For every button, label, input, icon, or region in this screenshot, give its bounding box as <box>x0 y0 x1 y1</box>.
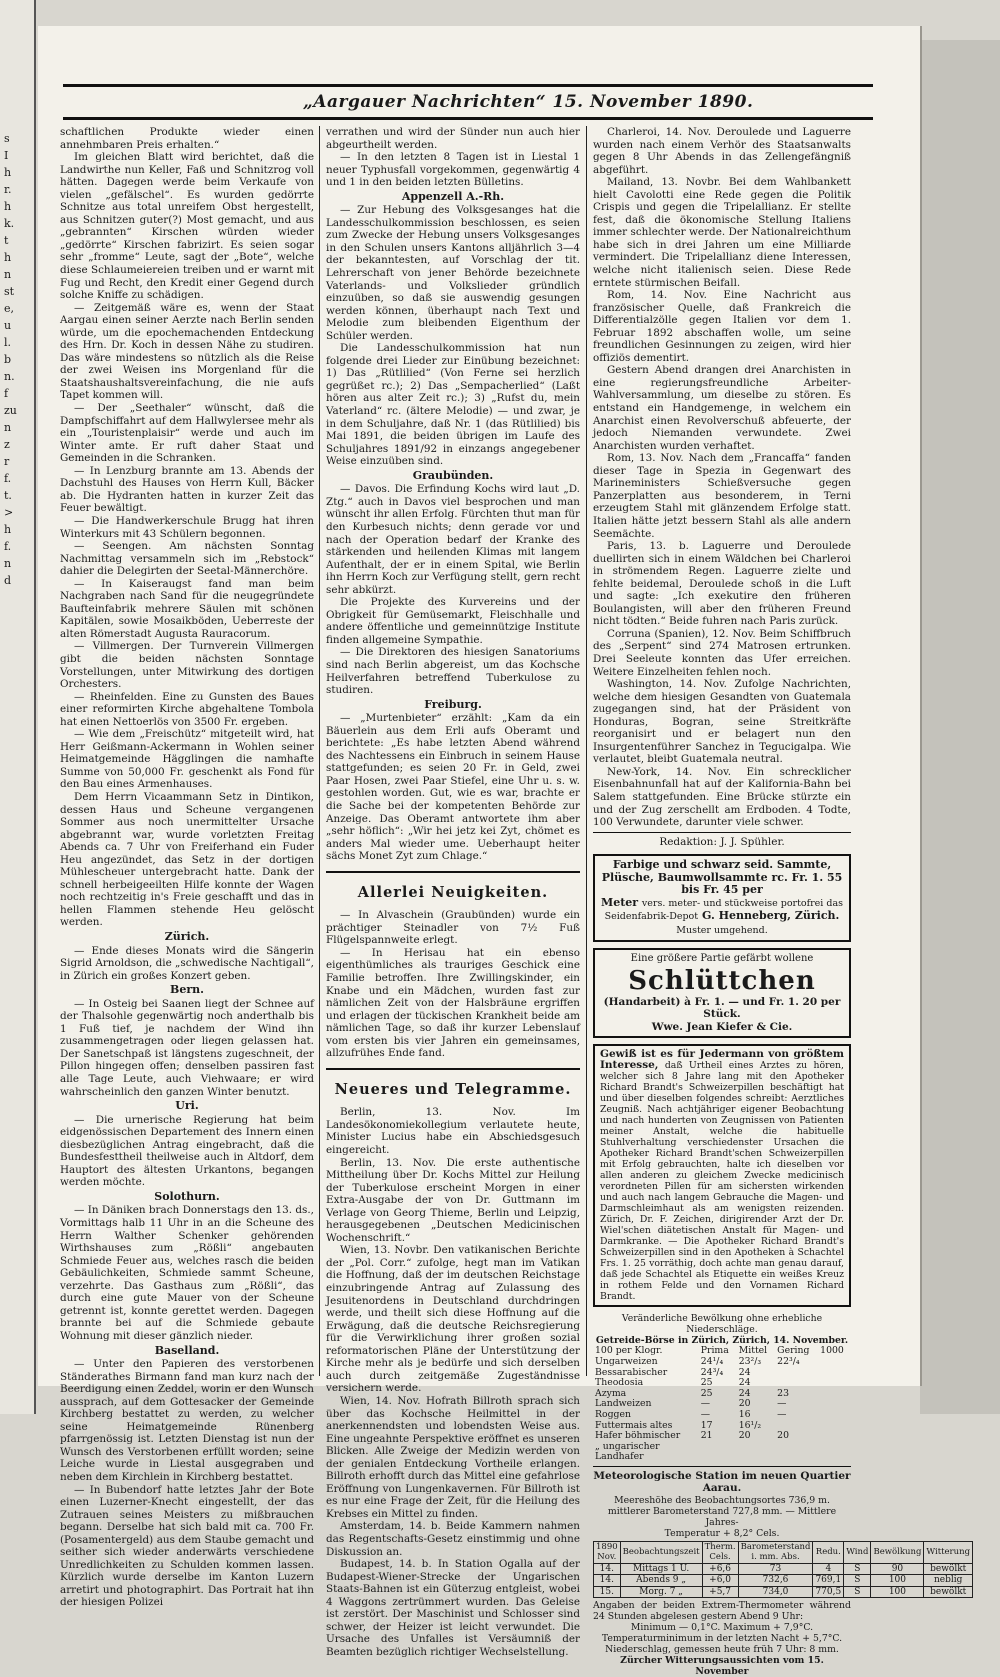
newspaper-page <box>38 26 971 1677</box>
table-cell: 734,0 <box>738 1586 813 1598</box>
table-header-cell: Wind <box>844 1541 871 1563</box>
article-paragraph: — Ende dieses Monats wird die Sängerin Sigrid Arnoldson, die „schwedische Nachtigall“, in Zürich ein großes Konzert geben. <box>60 944 314 982</box>
article-paragraph: Die Projekte des Kurvereins und der Obrigkeit für Gemüsemarkt, Fleischhalle und andere öffentliche und gemeinnützige Institute finden allgemeine Sympathie. <box>326 596 580 646</box>
table-cell: 73 <box>738 1563 813 1575</box>
article-paragraph: verrathen und wird der Sünder nun auch hier abgeurtheilt werden. <box>326 126 580 151</box>
table-cell: 22³/₄ <box>777 1355 800 1367</box>
table-cell: Futtermais altes <box>595 1419 673 1431</box>
article-paragraph: — Der „Seethaler“ wünscht, daß die Dampfschiffahrt auf dem Hallwylersee mehr als ein „Touristenplaisir“ werde und auch im Winter amte. Er ruft daher Staat und Gemeinden in die Schranken. <box>60 402 314 465</box>
table-cell: 14. <box>594 1563 621 1575</box>
table-cell: 24 <box>738 1377 751 1389</box>
region-heading: Solothurn. <box>154 1189 220 1203</box>
table-cell: — <box>777 1398 787 1410</box>
table-cell: Azyma <box>595 1387 627 1399</box>
ad-body: daß Urtheil eines Arztes zu hören, welcher sich 8 Jahre lang mit den Apotheker Richard Brandt's Schweizerpillen beschäftigt hat und über dieselben folgendes schreibt: Aerztliches Zeugniß. Nach achtjähriger eigener Beobachtung und nach hunderten von Zeugnissen von Patienten meiner Anstalt, welche die habituelle Stuhlverhaltung verschiedenster Ursachen die Apotheker Richard Brandt'schen Schweizerpillen mit Erfolg gebrauchten, halte ich dieselben vor allen anderen zu gleichem Zwecke medicinisch verordneten Pillen für am sichersten wirkenden und auch nach langem Gebrauche die Magen- und Darmschleimhaut als am wenigsten reizenden. Zürich, Dr. F. Zeichen, dirigirender Arzt der Dr. Wiel'schen diätetischen Anstalt für Magen- und Darmkranke. — Die Apotheker Richard Brandt's Schweizerpillen sind in den Apotheken à Schachtel Frs. 1. 25 vorräthig, doch achte man genau darauf, daß jede Schachtel als Etiquette ein weißes Kreuz in rothem Felde und den Vornamen Richard Brandt. <box>600 1060 844 1303</box>
region-heading: Graubünden. <box>412 468 494 482</box>
table-cell: 20 <box>738 1430 751 1442</box>
article-paragraph: Mailand, 13. Novbr. Bei dem Wahlbankett hielt Cavolotti eine Rede gegen die Politik Crispis und gegen die Tripelallianz. Er stellte fest, daß die ökonomische Stellung Italiens immer schlechter werde. Der Nationalreichthum habe sich in drei Jahren um eine Milliarde vermindert. Die Tripelallianz diene Interessen, welche nicht italienisch seien. Diese Rede erntete stürmischen Beifall. <box>593 176 851 289</box>
article-paragraph: Corruna (Spanien), 12. Nov. Beim Schiffbruch des „Serpent“ sind 274 Matrosen ertrunken. Drei Seeleute konnten das Ufer erreichen. Weitere Einzelheiten fehlen noch. <box>593 627 851 678</box>
article-paragraph: — In Herisau hat ein ebenso eigenthümliches als trauriges Geschick eine Familie betroffen. Ihre Zwillingskinder, ein Knabe und ein Mädchen, wurden fast zur nämlichen Zeit von der Halsbräune ergriffen und erlagen der tückischen Krankheit beide am nämlichen Tage, so daß ihr kurzer Lebenslauf vom ersten bis vier Jahren ein gemeinsames, allzufrühes Ende fand. <box>326 946 580 1060</box>
table-cell: — <box>700 1398 711 1410</box>
region-heading: Baselland. <box>154 1343 220 1357</box>
masthead-title: „Aargauer Nachrichten“ 15. November 1890. <box>303 92 754 112</box>
table-header-cell: Witterung <box>924 1541 973 1563</box>
article-paragraph: Charleroi, 14. Nov. Deroulede und Laguerre wurden nach einem Verhör des Staatsanwalts gegen 8 Uhr Abends in das Zellengefängniß abgeführt. <box>593 126 851 176</box>
table-cell: 100 <box>871 1575 924 1587</box>
article-paragraph: — In Lenzburg brannte am 13. Abends der Dachstuhl des Hauses von Herrn Kull, Bäcker ab. Die Hydranten hatten in kurzer Zeit das Feuer bewältigt. <box>60 464 314 515</box>
editor-credit: Redaktion: J. J. Spühler. <box>659 835 785 848</box>
ad-line: Meter <box>601 895 639 909</box>
section-divider <box>326 1068 580 1070</box>
table-cell: Morg. 7 „ <box>620 1586 702 1598</box>
table-header-cell: 1890 Nov. <box>594 1541 621 1563</box>
column-3-articles <box>593 126 851 829</box>
article-paragraph: New-York, 14. Nov. Ein schrecklicher Eisenbahnunfall hat auf der Kalifornia-Bahn bei Salem stattgefunden. Eine Brücke stürzte ein und der Zug zerschellt am Erdboden. 4 Todte, 100 Verwundete, darunter viele schwer. <box>593 765 851 829</box>
table-cell: S <box>844 1586 871 1598</box>
table-cell <box>818 1452 851 1463</box>
ad-firm: G. Henneberg, Zürich. <box>701 909 840 923</box>
table-cell <box>737 1452 775 1463</box>
article-paragraph: — In Kaiseraugst fand man beim Nachgraben nach Sand für die neugegründete Baufteinfabrik mehrere Säulen mit schönen Kapitälen, sowie Mosaikböden, Ueberreste der alten Römerstadt Augusta Rauracorum. <box>60 577 314 640</box>
ad-line: vers. meter- und stückweise portofrei das Seidenfabrik-Depot <box>604 897 843 923</box>
table-cell: 24¹/₄ <box>700 1355 724 1367</box>
table-cell: 16 <box>738 1408 751 1420</box>
table-cell: Landweizen <box>595 1398 652 1410</box>
article-paragraph: Wien, 14. Nov. Hofrath Billroth sprach sich über das Kochsche Heilmittel in der anerkennendsten und lobendsten Weise aus. Eine ungeahnte Perspektive eröffnet es unseren Blicken. Alle Zweige der Medizin werden von der genialen Entdeckung Vortheile erlangen. Billroth erhofft durch das Mittel eine gefahrlose Eröffnung von Lungenkavernen. Für Billroth ist es nur eine Frage der Zeit, für die Heilung des Krebses ein Mittel zu finden. <box>326 1394 580 1520</box>
section-heading: Neueres und Telegramme. <box>334 1080 572 1098</box>
article-paragraph: — Die Direktoren des hiesigen Sanatoriums sind nach Berlin abgereist, um das Kochsche Heilverfahren betreffend Tuberkulose zu studiren. <box>326 646 580 697</box>
table-cell: 732,6 <box>738 1575 813 1587</box>
table-cell <box>818 1368 851 1379</box>
table-row <box>593 1357 851 1368</box>
ad-line: Farbige und schwarz seid. Sammte, Plüsche, Baumwollsammte rc. Fr. 1. 55 bis Fr. 45 per <box>601 858 843 897</box>
table-cell <box>737 1442 775 1453</box>
region-heading: Zürich. <box>164 930 210 943</box>
article-paragraph: Gestern Abend drangen drei Anarchisten in eine regierungsfreundliche Arbeiter-Wahlversammlung, um dieselbe zu stören. Es entstand ein Handgemenge, in welchem ein Anarchist einen Revolverschuß abfeuerte, der jedoch Niemanden verwundete. Zwei Anarchisten wurden verhaftet. <box>593 364 851 452</box>
article-paragraph: — Die Handwerkerschule Brugg hat ihren Winterkurs mit 43 Schülern begonnen. <box>60 514 314 540</box>
table-header-cell: Therm. Cels. <box>702 1541 738 1563</box>
table-cell: 25 <box>700 1377 713 1389</box>
table-cell: 4 <box>813 1563 844 1575</box>
article-paragraph: — In Osteig bei Saanen liegt der Schnee auf der Thalsohle gegenwärtig noch anderthalb bis 1 Fuß tief, je nachdem der Wind ihn zusammengetragen oder liegen gelassen hat. Der Sanetschpaß ist längstens zugeschneit, der Pillon hingegen offen; denselben passiren fast alle Tage Leute, auch Viehwaare; er wird wahrscheinlich den ganzen Winter benutzt. <box>60 997 314 1098</box>
article-paragraph: schaftlichen Produkte wieder einen annehmbaren Preis erhalten.“ <box>60 126 314 151</box>
ad-headline: Gewiß ist es für Jedermann von größtem Interesse, <box>600 1048 844 1072</box>
column-rule <box>586 126 587 1376</box>
meteo-temp: Temperaturminimum in der letzten Nacht + 5,7°C. <box>601 1633 843 1645</box>
page-header <box>63 84 873 120</box>
table-header-cell: Barometerstand i. mm. Abs. <box>738 1541 813 1563</box>
adjacent-page-edge <box>0 0 36 1414</box>
table-cell: 24³/₄ <box>700 1366 724 1378</box>
table-row <box>593 1399 851 1410</box>
article-paragraph: — Wie dem „Freischütz“ mitgeteilt wird, hat Herr Geißmann-Ackermann in Wohlen seiner Heimatgemeinde Hägglingen die namhafte Summe von 50,000 Fr. geschenkt als Fond für den Bau eines Armenhauses. <box>60 728 314 791</box>
table-cell: S <box>844 1575 871 1587</box>
article-paragraph: Wien, 13. Novbr. Den vatikanischen Berichte der „Pol. Corr.“ zufolge, hegt man im Vatikan die Hoffnung, daß der im deutschen Reichstage einzubringende Antrag auf Zulassung des Jesuitenordens in Deutschland durchdringen werde, und theilt sich diese Hoffnung auf die Erwägung, daß die deutsche Reichsregierung für die Verwirklichung ihrer großen sozial reformatorischen Pläne der Unterstützung der Kirche mehr als je bedürfe und sich derselben auch durch zeitgemäße Zugeständnisse versichern werde. <box>326 1244 580 1395</box>
table-cell: — <box>777 1408 787 1420</box>
table-cell: 770,5 <box>813 1586 844 1598</box>
region-heading: Bern. <box>170 983 204 997</box>
column-1 <box>60 126 314 1609</box>
table-row <box>593 1410 851 1421</box>
table-header-cell: Gering <box>777 1345 810 1357</box>
article-paragraph: Rom, 13. Nov. Nach dem „Francaffa“ fanden dieser Tage in Spezia in Gegenwart des Marineministers Schießversuche gegen Panzerplatten aus besonderem, in Terni erzeugtem Stahl mit glänzendem Erfolge statt. Italien hätte jetzt bessern Stahl als alle andern Seemächte. <box>593 452 851 540</box>
article-paragraph: Berlin, 13. Nov. Die erste authentische Mittheilung über Dr. Kochs Mittel zur Heilung der Tuberkulose erscheint Morgen in einer Extra-Ausgabe der von Dr. Guttmann im Verlage von Georg Thieme, Berlin und Leipzig, herausgegebenen „Deutschen Medicinischen Wochenschrift.“ <box>326 1156 580 1244</box>
article-paragraph: Washington, 14. Nov. Zufolge Nachrichten, welche dem hiesigen Gesandten von Guatemala zugegangen sind, hat der Präsident von Honduras, Bogran, seine Streitkräfte reorganisirt und er belagert nun den Insurgentenführer Sanchez in Tegucigalpa. Wie verlautet, bleibt Guatemala neutral. <box>593 678 851 766</box>
table-cell <box>818 1357 851 1368</box>
article-paragraph: — Villmergen. Der Turnverein Villmergen gibt die beiden nächsten Sonntage Vorstellungen, unter Mitwirkung des dortigen Orchesters. <box>60 640 314 691</box>
ad-headline: Schlüttchen <box>628 965 816 996</box>
table-cell: neblig <box>924 1575 973 1587</box>
section-heading: Allerlei Neuigkeiten. <box>357 883 549 901</box>
column-rule <box>319 126 320 1376</box>
table-cell: bewölkt <box>924 1586 973 1598</box>
table-cell: 24 <box>738 1387 751 1399</box>
meteo-line: mittlerer Barometerstand 727,8 mm. — Mittlere Jahres- <box>607 1505 837 1528</box>
article-paragraph: Amsterdam, 14. b. Beide Kammern nahmen das Regentschafts-Gesetz einstimmig und ohne Diskussion an. <box>326 1520 580 1558</box>
table-row <box>594 1575 973 1587</box>
table-cell: Abends 9 „ <box>620 1575 702 1587</box>
table-cell: +5,7 <box>702 1586 738 1598</box>
table-cell: 23 <box>777 1387 790 1399</box>
article-paragraph: — Zur Hebung des Volksgesanges hat die Landesschulkommission beschlossen, es seien zum Zwecke der Hebung unsers Volksgesanges in den Schulen unsers Kantons alljährlich 3—4 der bekanntesten, auf Vorschlag der tit. Lehrerschaft von jener Behörde bezeichnete Vaterlands- und Volkslieder gründlich einzuüben, so daß sie auswendig gesungen werden können, überhaupt nach Text und Melodie zum bleibenden Eigenthum der Schüler werden. <box>326 204 580 342</box>
table-cell: 90 <box>871 1563 924 1575</box>
table-cell <box>818 1421 851 1432</box>
ad-line: Eine größere Partie gefärbt wollene <box>630 953 814 965</box>
ad-firm: Wwe. Jean Kiefer & Cie. <box>651 1020 793 1033</box>
table-cell: 24 <box>738 1366 751 1378</box>
column-2 <box>326 126 580 1658</box>
table-cell <box>775 1442 818 1453</box>
region-heading: Uri. <box>175 1099 199 1113</box>
ad-line: (Handarbeit) à Fr. 1. — und Fr. 1. 20 per Stück. <box>603 995 841 1021</box>
adjacent-page-fragments: s I h r. h k. t h n st e, u l. b n. f zu n z r f. t. > h f. n d <box>4 132 17 587</box>
meteo-extremes: Angaben der beiden Extrem-Thermometer während 24 Stunden abgelesen gestern Abend 9 Uhr: <box>593 1600 851 1623</box>
table-header-cell: Bewölkung <box>871 1541 924 1563</box>
table-cell: 15. <box>594 1586 621 1598</box>
table-cell: bewölkt <box>924 1563 973 1575</box>
article-paragraph: Berlin, 13. Nov. Im Landesökonomiekollegium verlautete heute, Minister Lucius habe ein Abschiedsgesuch eingereicht. <box>326 1106 580 1157</box>
table-cell: Hafer böhmischer <box>595 1430 681 1442</box>
table-cell <box>818 1378 851 1389</box>
meteo-line: Temperatur + 8,2° Cels. <box>664 1527 780 1539</box>
table-cell: Mittags 1 U. <box>620 1563 702 1575</box>
article-paragraph: Die Landesschulkommission hat nun folgende drei Lieder zur Einübung bezeichnet: 1) Das „Rütlilied“ (Von Ferne sei herzlich gegrüßet rc.); 2) Das „Sempacherlied“ (Laßt hören aus alter Zeit rc.); 3) „Rufst du, mein Vaterland“ rc. (ältere Melodie) — und zwar, je in dem Schuljahre, daß Nr. 1 (das Rütlilied) bis Mai 1891, die beiden übrigen im Laufe des Schuljahres 1891/92 in einzangs angegebener Weise einzuüben sind. <box>326 342 580 468</box>
table-cell <box>818 1431 851 1442</box>
table-cell <box>818 1442 851 1453</box>
grain-price-table <box>593 1346 851 1463</box>
table-cell <box>699 1442 737 1453</box>
table-cell <box>818 1410 851 1421</box>
table-cell: 20 <box>777 1430 790 1442</box>
article-paragraph: — Davos. Die Erfindung Kochs wird laut „D. Ztg.“ auch in Davos viel besprochen und man wünscht ihr allen Erfolg. Fürchten thut man für den Kurbesuch nichts; denn gerade vor und nach der Operation bedarf der Kranke des stärkenden und heilenden Klimas mit langem Aufenthalt, der er in einem Spital, wie Berlin ihn Herrn Koch zur Verfügung stellt, gern recht sehr abkürzt. <box>326 483 580 596</box>
table-cell: Theodosia <box>595 1377 644 1389</box>
table-cell: 21 <box>700 1430 713 1442</box>
article-paragraph: — In Bubendorf hatte letztes Jahr der Bote einen Luzerner-Knecht eingestellt, der das Zutrauen seines Meisters zu mißbrauchen begann. Derselbe hat sich bald mit ca. 700 Fr. (Posamentergeld) aus dem Staube gemacht und seither sich wieder anderwärts verschiedene Unredlichkeiten zu Schulden kommen lassen. Kürzlich wurde derselbe im Kanton Luzern arretirt und photographirt. Das Portrait hat ihn der hiesigen Polizei <box>60 1483 314 1609</box>
meteo-table <box>593 1541 973 1599</box>
table-header-row <box>594 1541 973 1563</box>
table-header-cell: 1000 <box>820 1345 844 1357</box>
table-cell: 14. <box>594 1575 621 1587</box>
table-cell: Ungarweizen <box>595 1355 658 1367</box>
table-cell <box>818 1389 851 1400</box>
table-row <box>593 1378 851 1389</box>
table-cell: „ ungarischer <box>595 1440 660 1452</box>
table-cell: Landhafer <box>595 1451 644 1463</box>
table-cell <box>775 1452 818 1463</box>
article-paragraph: Dem Herrn Vicaammann Setz in Dintikon, dessen Haus und Scheune vergangenen Sommer aus noch unermittelter Ursache abgebrannt war, wurde vorletzten Freitag Abends ca. 7 Uhr von Freiferhand ein Fuder Heu angezündet, das Setz in der dortigen Mühlescheuer untergebracht hatte. Dank der schnell herbeigeeilten Hilfe konnte der Wagen noch rechtzeitig in's Freie geschafft und das in hellen Flammen stehende Heu gelöscht werden. <box>60 790 314 929</box>
table-header-cell: Prima <box>700 1345 729 1357</box>
table-cell <box>818 1399 851 1410</box>
article-paragraph: — Seengen. Am nächsten Sonntag Nachmittag versammeln sich im „Rebstock“ dahier die Delegirten der Seetal-Männerchöre. <box>60 540 314 578</box>
article-paragraph: — In Däniken brach Donnerstags den 13. ds., Vormittags halb 11 Uhr in an die Scheune des Herrn Walther Schenker gehörenden Wirthshauses zum „Rößli“ angebauten Schmiede Feuer aus, welches rasch die beiden Gebäulichkeiten, Schmiede sammt Scheune, verzehrte. Das Gasthaus zum „Rößli“, das durch eine gute Mauer von der Scheune getrennt ist, konnte gerettet werden. Dagegen brannte bei auf die Schmiede gebaute Wohnung mit dieser gänzlich nieder. <box>60 1204 314 1342</box>
table-cell: Bessarabischer <box>595 1366 668 1378</box>
table-cell: S <box>844 1563 871 1575</box>
advertisement-schluettchen <box>593 948 851 1038</box>
article-paragraph: — Rheinfelden. Eine zu Gunsten des Baues einer reformirten Kirche abgehaltene Tombola hat einen Nettoerlös von 3500 Fr. ergeben. <box>60 690 314 728</box>
table-header-cell: Beobachtungszeit <box>620 1541 702 1563</box>
region-heading: Freiburg. <box>424 697 482 711</box>
table-row <box>594 1563 973 1575</box>
article-paragraph: — Unter den Papieren des verstorbenen Ständerathes Birmann fand man kurz nach der Beerdigung einen Zeddel, worin er den Wunsch aussprach, auf dem Gottesacker der Gemeinde Kirchberg bestattet zu werden, zu welcher seine Heimatgemeinde Rünenberg pfarrgenössig ist. Letzten Dienstag ist nun der Wunsch des Verstorbenen erfüllt worden; seine Leiche wurde in Liestal ausgegraben und neben dem Kirchlein in Kirchberg bestattet. <box>60 1358 314 1483</box>
divider <box>593 1466 851 1467</box>
region-heading: Appenzell A.-Rh. <box>401 189 505 203</box>
table-cell: — <box>700 1408 711 1420</box>
article-paragraph: — „Murtenbieter“ erzählt: „Kam da ein Bäuerlein aus dem Erli aufs Oberamt und berichtete: „Es habe letzten Abend während des Nachtessens ein Einbruch in seinem Hause stattgefunden; es seien 20 Fr. in Geld, zwei Paar Hosen, zwei Paar Stiefel, eine Uhr u. s. w. gestohlen worden. Gut, wie es war, brachte er die Sache bei der kompetenten Behörde zur Anzeige. Das Oberamt antwortete ihm aber „sehr höflich“: „Wir hei jetz kei Zyt, chömet es anders Mal wieder ume. Ueberhaupt heiter sächs Monet Zyt zum Chlage.“ <box>326 712 580 863</box>
divider <box>593 832 851 833</box>
binding-edge <box>920 40 1000 1414</box>
table-cell: 17 <box>700 1419 713 1431</box>
table-cell: 23²/₃ <box>738 1355 762 1367</box>
table-cell: 25 <box>700 1387 713 1399</box>
table-cell <box>699 1452 737 1463</box>
article-paragraph: — Zeitgemäß wäre es, wenn der Staat Aargau einen seiner Aerzte nach Berlin senden würde, um die epochemachenden Entdeckung des Hrn. Dr. Koch in dessen Nähe zu studiren. Das wäre mindestens so nützlich als die Reise der zwei Weisen ins Morgenland für die Staatshaushaltsvereinfachung, die nie aufs Tapet kommen will. <box>60 301 314 402</box>
table-cell: 769,1 <box>813 1575 844 1587</box>
article-paragraph: Paris, 13. b. Laguerre und Deroulede duellirten sich in einem Wäldchen bei Charleroi in strömendem Regen. Laguerre zielte und fehlte beidemal, Deroulede schoß in die Luft und sagte: „Ich exekutire den früheren Boulangisten, will aber den früheren Freund nicht tödten.“ Beide fuhren nach Paris zurück. <box>593 540 851 628</box>
article-paragraph: Rom, 14. Nov. Eine Nachricht aus französischer Quelle, daß Frankreich die Differentialzölle gegen Italien vor dem 1. Februar 1892 abschaffen wolle, um seine freundlichen Gesinnungen zu zeigen, wird hier offiziös dementirt. <box>593 289 851 364</box>
advertisement-brandt-pills <box>593 1044 851 1307</box>
weather-note: Veränderliche Bewölkung ohne erhebliche Niederschläge. <box>621 1313 823 1336</box>
column-3 <box>593 126 971 1677</box>
table-cell: 20 <box>738 1398 751 1410</box>
weather-outlook: Zürcher Witterungsaussichten vom 15. November <box>620 1655 824 1677</box>
table-cell <box>775 1368 818 1379</box>
table-cell: 16¹/₂ <box>738 1419 762 1431</box>
ad-line: Muster umgehend. <box>676 924 768 936</box>
article-paragraph: — In den letzten 8 Tagen ist in Liestal 1 neuer Typhusfall vorgekommen, gegenwärtig 4 und 1 in den beiden letzten Bülletins. <box>326 151 580 189</box>
grain-exchange-title: Getreide-Börse in Zürich, Zürich, 14. November. <box>595 1335 849 1347</box>
table-row <box>594 1586 973 1598</box>
table-cell: 100 <box>871 1586 924 1598</box>
article-paragraph: Budapest, 14. b. In Station Ogalla auf der Budapest-Wiener-Strecke der Ungarischen Staats-Bahnen ist ein Güterzug entgleist, wobei 4 Waggons zertrümmert wurden. Das Geleise ist zerstört. Der Maschinist und Schlosser sind schwer, der Heizer ist leicht verwundet. Die Ursache des Unfalles ist Versäumniß der Beamten bezüglich richtiger Wechselstellung. <box>326 1558 580 1658</box>
article-paragraph: — In Alvaschein (Graubünden) wurde ein prächtiger Steinadler von 7½ Fuß Flügelspannweite erlegt. <box>326 909 580 947</box>
table-cell: +6,0 <box>702 1575 738 1587</box>
table-header-cell: Mittel <box>738 1345 768 1357</box>
table-header-cell: Redu. <box>813 1541 844 1563</box>
table-header-cell: 100 per Klogr. <box>595 1345 663 1357</box>
meteo-precip: Niederschlag, gemessen heute früh 7 Uhr: 8 mm. <box>605 1644 839 1656</box>
section-divider <box>326 871 580 873</box>
table-cell: +6,6 <box>702 1563 738 1575</box>
meteo-title: Meteorologische Station im neuen Quartier Aarau. <box>593 1469 851 1495</box>
article-paragraph: Im gleichen Blatt wird berichtet, daß die Landwirthe nun Keller, Faß und Schnitzrog voll hätten. Dagegen werde beim Verkaufe von vielen „gefälschel“. Es wurden gedörrte Schnitze aus total unreifem Obst hergestellt, aus Schnitzen guter(?) Most gemacht, und aus „gebrannten“ Kirschen würden wieder „gedörrte“ Kirschen fabrizirt. Es seien sogar sehr „fromme“ Leute, sagt der „Bote“, welche diese Schlaumeiereien treiben und er warnt mit Fug und Recht, den Kredit einer Gegend durch solche Kniffe zu schädigen. <box>60 151 314 302</box>
table-row <box>593 1452 851 1463</box>
table-cell: Roggen <box>595 1408 631 1420</box>
meteo-line: Meereshöhe des Beobachtungsortes 736,9 m. <box>614 1494 830 1506</box>
advertisement-henneberg <box>593 854 851 942</box>
meteo-minmax: Minimum — 0,1°C. Maximum + 7,9°C. <box>630 1622 814 1634</box>
article-paragraph: — Die urnerische Regierung hat beim eidgenössischen Departement des Innern einen diesbezüglichen Antrag eingebracht, daß die Bundesfesttheil theilweise auch in Altdorf, dem Hauptort des ältesten Urkantons, begangen werden möchte. <box>60 1113 314 1189</box>
